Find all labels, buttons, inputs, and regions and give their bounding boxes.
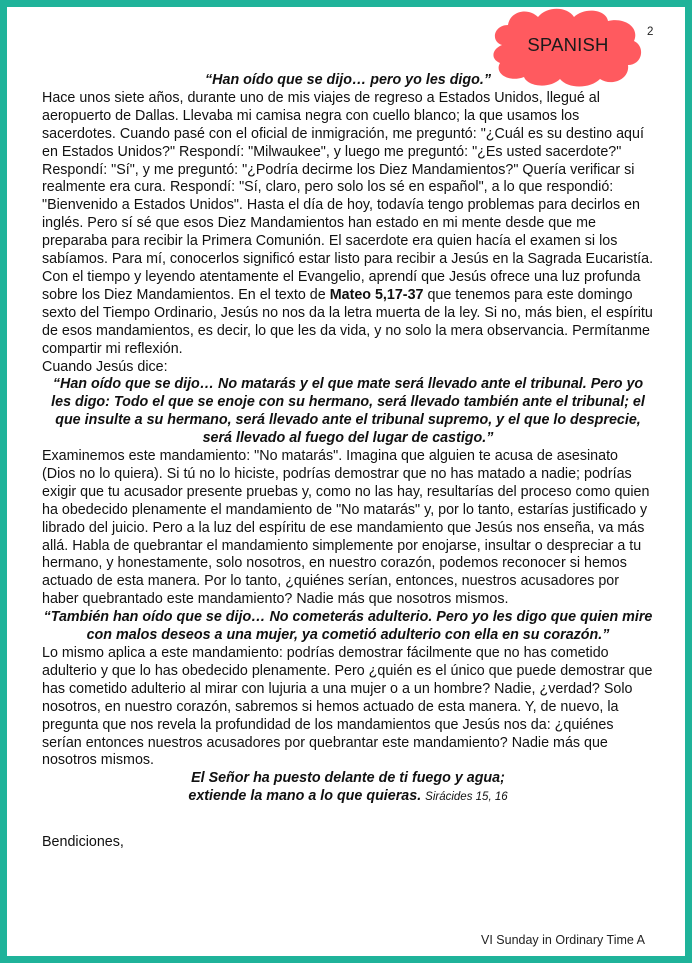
paragraph-1-text-end: que tenemos para este domingo sexto del Tiempo Ordinario, Jesús no nos da la letra muerta de la ley. Si no, más bien, el espíritu de esos mandamientos, es decir, lo que les da vida, y no solo la mera observancia. Permítanme compartir mi reflexión. [42,286,653,357]
closing-quote-line-2: extiende la mano a lo que quieras. [188,788,422,805]
spacer [42,807,654,834]
paragraph-2: Examinemos este mandamiento: "No matarás". Imagina que alguien te acusa de asesinato (Dios no lo quiera). Si tú no lo hiciste, podrías demostrar que no has matado a nadie; podrías exigir que tu acusador presente pruebas y, como no las hay, resultarías del proceso como quien ha obedecido plenamente el mandamiento de "No matarás" y, por lo tanto, estarías justificado y librado del juicio. Pero a la luz del espíritu de ese mandamiento que Jesús nos enseña, va más allá. Habla de quebrantar el mandamiento simplemente por enojarse, insultar o despreciar a tu hermano, y honestamente, solo nosotros, en nuestro corazón, podemos reconocer si hemos actuado de esta manera. Por lo tanto, ¿quiénes serían, entonces, nuestros acusadores por haber quebrantado este mandamiento? Nadie más que nosotros mismos. [42,448,650,608]
paragraph-3: Lo mismo aplica a este mandamiento: podrías demostrar fácilmente que no has cometido adulterio y que lo has obedecido plenamente. Pero ¿quién es el único que puede demostrar que has cometido adulterio al mirar con lujuria a una mujer o a un hombre? Nadie, ¿verdad? Solo nosotros, en nuestro corazón, sabremos si hemos actuado de esta manera. Y, de nuevo, la pregunta que nos revela la profundidad de los mandamientos que Jesús nos da: ¿quiénes serían entonces nuestros acusadores por quebrantar este mandamiento? Nadie más que nosotros mismos. [42,645,653,769]
gospel-quote-2: “También han oído que se dijo… No cometerás adulterio. Pero yo les digo que quien mire con malos deseos a una mujer, ya cometió adulterio con ella en su corazón.” [43,609,653,644]
closing-quote [42,770,654,807]
closing-quote-reference: Sirácides 15, 16 [425,791,508,804]
scripture-reference: Mateo 5,17-37 [329,286,424,303]
closing-salutation: Bendiciones, [42,834,124,851]
title-quote: “Han oído que se dijo… pero yo les digo.” [205,72,491,88]
language-badge-label: SPANISH [527,34,609,55]
page-number: 2 [647,26,654,38]
gospel-quote-1: “Han oído que se dijo… No matarás y el que mate será llevado ante el tribunal. Pero yo les digo: Todo el que se enoje con su hermano, será llevado también ante el tribunal; el que insulte a su hermano, será llevado ante el tribunal supremo, y el que lo desprecie, será llevado al fuego del lugar de castigo.” [51,376,645,447]
paragraph-1 [42,90,654,359]
footer-label: VI Sunday in Ordinary Time A [481,933,645,947]
paragraph-1-text: Hace unos siete años, durante uno de mis viajes de regreso a Estados Unidos, llegué al aeropuerto de Dallas. Llevaba mi camisa negra con cuello blanco; la que usamos los sacerdotes. Cuando pasé con el oficial de inmigración, me preguntó: "¿Cuál es su destino aquí en Estados Unidos?" Respondí: "Milwaukee", y luego me preguntó: "¿Es usted sacerdote?" Respondí: "Sí", y me preguntó: "¿Podría decirme los Diez Mandamientos?" Quería verificar si realmente era cura. Respondí: "Sí, claro, pero solo los sé en español", a lo que respondió: "Bienvenido a Estados Unidos". Hasta el día de hoy, todavía tengo problemas para decirlos en inglés. Pero sí sé que esos Diez Mandamientos han estado en mi mente desde que me preparaba para recibir la Primera Comunión. El sacerdote era quien hacía el examen si los sabíamos. Para mí, conocerlos significó estar listo para recibir a Jesús en la Sagrada Eucaristía. Con el tiempo y leyendo atentamente el Evangelio, aprendí que Jesús ofrece una luz profunda sobre los Diez Mandamientos. En el texto de [42,89,654,303]
closing-quote-line-1: El Señor ha puesto delante de ti fuego y agua; [191,770,505,787]
article-body [42,72,654,852]
intro-line: Cuando Jesús dice: [42,358,168,375]
